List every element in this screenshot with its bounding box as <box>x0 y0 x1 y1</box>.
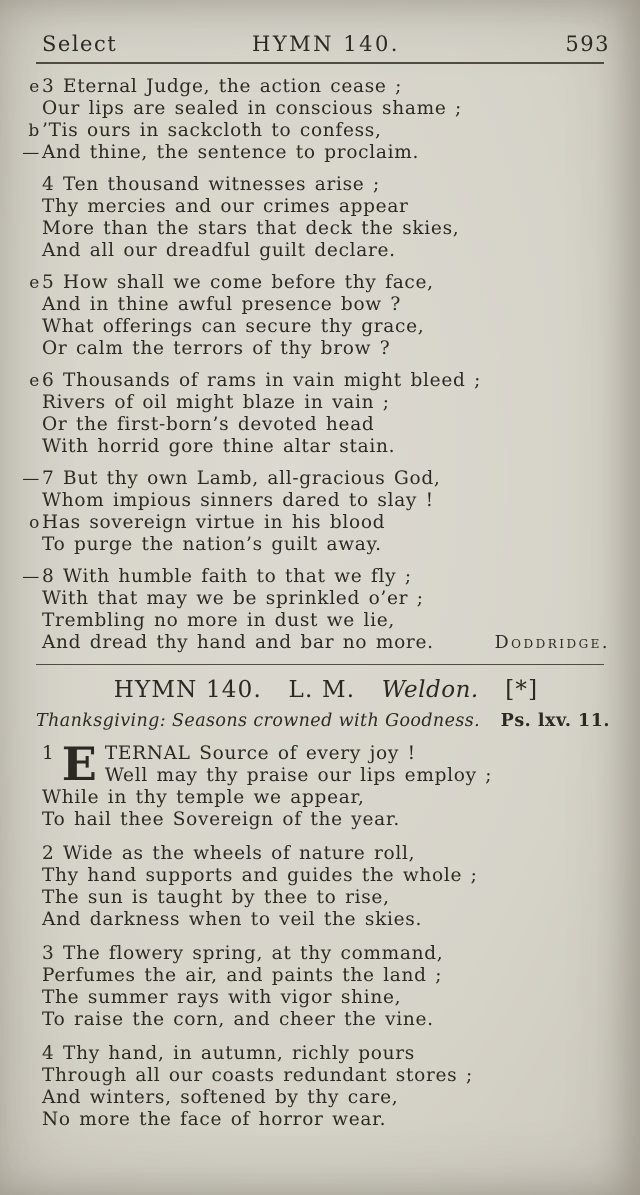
expression-marker: — <box>22 143 40 163</box>
line-text: Perfumes the air, and paints the land ; <box>42 965 443 986</box>
hymn-line <box>42 632 610 654</box>
hymn-line <box>42 588 610 610</box>
line-text: The summer rays with vigor shine, <box>42 987 402 1008</box>
hymn-line <box>42 174 610 196</box>
line-text: 3 Eternal Judge, the action cease ; <box>42 76 403 97</box>
hymn-line <box>29 370 610 392</box>
header-rule <box>36 62 604 64</box>
line-text: Well may thy praise our lips employ ; <box>104 765 493 786</box>
hymn-line <box>22 566 610 588</box>
hymn-subtitle: Thanksgiving: Seasons crowned with Goodness. <box>36 711 481 731</box>
hymn-line <box>42 1065 610 1087</box>
author-attribution: Doddridge. <box>494 633 610 653</box>
hymn-line <box>42 414 610 436</box>
hymn-line <box>42 909 610 931</box>
running-title-center: HYMN 140. <box>252 32 400 56</box>
hymn-line <box>42 294 610 316</box>
line-text: Or calm the terrors of thy brow ? <box>42 338 391 359</box>
section-rule <box>36 664 604 665</box>
line-text: Thy hand supports and guides the whole ; <box>42 865 478 886</box>
line-text: And darkness when to veil the skies. <box>42 909 423 930</box>
hymn-line <box>42 809 610 831</box>
line-text: Whom impious sinners dared to slay ! <box>42 490 434 511</box>
line-text: And winters, softened by thy care, <box>42 1087 399 1108</box>
scripture-reference: Ps. lxv. 11. <box>500 711 610 731</box>
stanza <box>22 468 610 556</box>
hymn-line <box>29 512 610 534</box>
hymn-line <box>42 1043 610 1065</box>
line-text: With that may we be sprinkled o’er ; <box>42 588 424 609</box>
hymn-subtitle-row <box>36 711 610 731</box>
hymn-number: HYMN 140. <box>113 677 262 703</box>
hymn-line <box>42 943 610 965</box>
hymn-line <box>29 272 610 294</box>
stanza <box>22 566 610 654</box>
stanza <box>42 743 610 831</box>
line-text: To hail thee Sovereign of the year. <box>42 809 400 830</box>
line-text: While in thy temple we appear, <box>42 787 365 808</box>
expression-marker: e <box>29 77 40 97</box>
hymn-line <box>42 765 610 787</box>
hymn-line <box>42 534 610 556</box>
previous-hymn-continuation <box>22 76 610 654</box>
hymn-line <box>28 120 610 142</box>
line-text: To purge the nation’s guilt away. <box>42 534 382 555</box>
hymn-line <box>42 1109 610 1131</box>
hymn-line <box>42 1009 610 1031</box>
line-text: And dread thy hand and bar no more. <box>42 632 434 653</box>
line-text: ’Tis ours in sackcloth to confess, <box>42 120 382 141</box>
hymn-line <box>42 965 610 987</box>
hymn-heading <box>42 677 610 703</box>
hymn-line <box>42 218 610 240</box>
hymn-140-section <box>36 677 610 1131</box>
stanza <box>29 272 610 360</box>
line-text: And in thine awful presence bow ? <box>42 294 402 315</box>
hymn-line <box>42 987 610 1009</box>
line-text: To raise the corn, and cheer the vine. <box>42 1009 434 1030</box>
line-text: Our lips are sealed in conscious shame ; <box>42 98 462 119</box>
stanza <box>22 76 610 164</box>
line-text: 4 Ten thousand witnesses arise ; <box>42 174 380 195</box>
hymn-line <box>42 240 610 262</box>
hymn-line <box>42 196 610 218</box>
line-text: More than the stars that deck the skies, <box>42 218 460 239</box>
line-text: And thine, the sentence to proclaim. <box>42 142 420 163</box>
line-text: 5 How shall we come before thy face, <box>42 272 434 293</box>
line-text: And all our dreadful guilt declare. <box>42 240 396 261</box>
expression-marker: o <box>29 513 40 533</box>
hymn-line <box>42 490 610 512</box>
line-text: 3 The flowery spring, at thy command, <box>42 943 444 964</box>
hymn-line <box>42 865 610 887</box>
line-text: 6 Thousands of rams in vain might bleed ; <box>42 370 482 391</box>
hymn-line <box>42 743 610 765</box>
drop-cap: E <box>61 743 97 791</box>
hymn-line <box>42 98 610 120</box>
line-text: Trembling no more in dust we lie, <box>42 610 395 631</box>
hymn-line <box>42 1087 610 1109</box>
hymn-line <box>42 843 610 865</box>
line-text: Through all our coasts redundant stores ; <box>42 1065 473 1086</box>
line-text: 4 Thy hand, in autumn, richly pours <box>42 1043 415 1064</box>
line-text: Or the first-born’s devoted head <box>42 414 375 435</box>
hymn-meter: L. M. <box>288 677 356 703</box>
page-header <box>42 32 610 56</box>
expression-marker: — <box>22 469 40 489</box>
hymn-line <box>42 610 610 632</box>
expression-marker: e <box>29 371 40 391</box>
line-text: Rivers of oil might blaze in vain ; <box>42 392 390 413</box>
stanza <box>42 1043 610 1131</box>
hymn-line <box>42 787 610 809</box>
line-text: What offerings can secure thy grace, <box>42 316 425 337</box>
hymn-tune: Weldon. <box>381 677 479 703</box>
verse-number: 1 <box>42 743 54 764</box>
page-number: 593 <box>565 32 610 56</box>
line-text: Thy mercies and our crimes appear <box>42 196 409 217</box>
expression-marker: b <box>28 121 40 141</box>
line-text: 8 With humble faith to that we fly ; <box>42 566 412 587</box>
stanza <box>42 174 610 262</box>
hymn-line <box>22 468 610 490</box>
running-title-left: Select <box>42 32 118 56</box>
hymn-line <box>42 887 610 909</box>
stanza <box>42 843 610 931</box>
stanza <box>29 370 610 458</box>
line-text: 2 Wide as the wheels of nature roll, <box>42 843 416 864</box>
line-text: TERNAL Source of every joy ! <box>104 743 416 764</box>
stanza <box>42 943 610 1031</box>
hymn-line <box>42 338 610 360</box>
line-text: The sun is taught by thee to rise, <box>42 887 390 908</box>
hymn-line <box>42 436 610 458</box>
hymn-line <box>42 392 610 414</box>
line-text: No more the face of horror wear. <box>42 1109 387 1130</box>
expression-marker: e <box>29 273 40 293</box>
line-text: 7 But thy own Lamb, all-gracious God, <box>42 468 441 489</box>
hymn-mark: [*] <box>505 677 539 703</box>
hymn-line <box>29 76 610 98</box>
hymn-line <box>42 316 610 338</box>
line-text: Has sovereign virtue in his blood <box>42 512 386 533</box>
hymn-line <box>22 142 610 164</box>
expression-marker: — <box>22 567 40 587</box>
line-text: With horrid gore thine altar stain. <box>42 436 396 457</box>
